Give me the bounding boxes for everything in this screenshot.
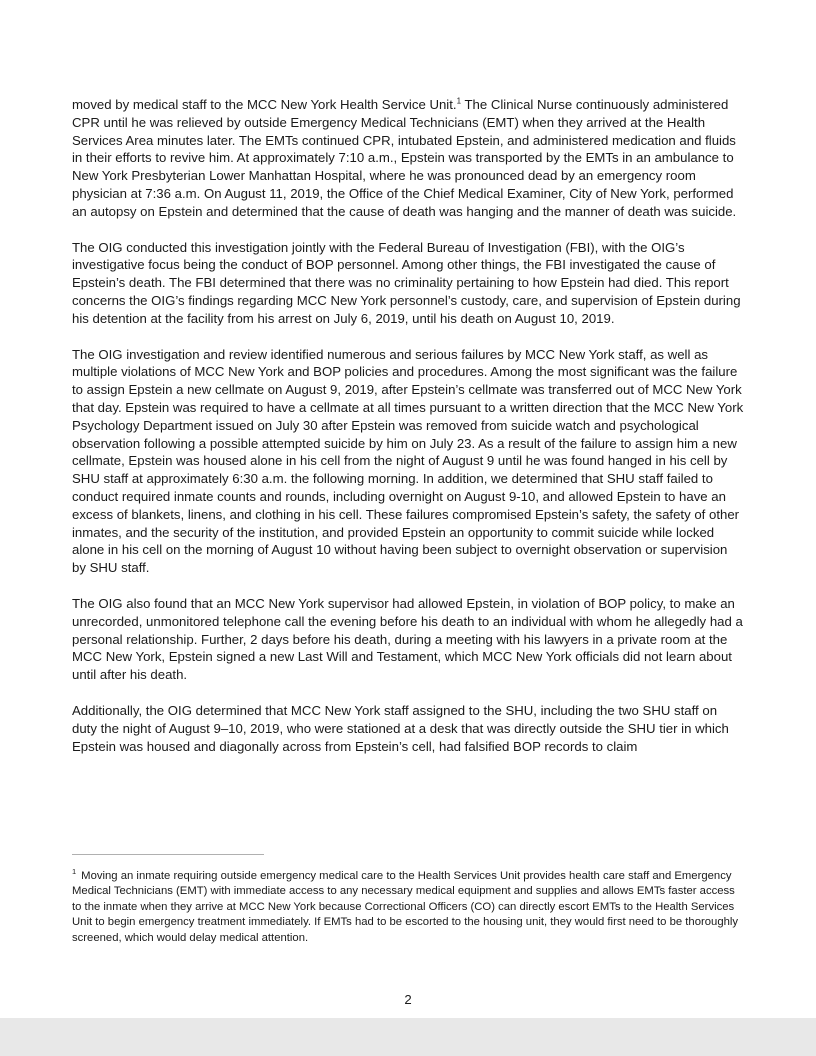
paragraph-1-text-end: The Clinical Nurse continuously administered CPR until he was relieved by outside Emergency Medical Technicians (EMT) when they arrived at the Health Services Area minutes later. The EMTs continued CPR, intubated Epstein, and administered medication and fluids in their efforts to revive him. At approximately 7:10 a.m., Epstein was transported by the EMTs in an ambulance to New York Presbyterian Lower Manhattan Hospital, where he was pronounced dead by an emergency room physician at 7:36 a.m. On August 11, 2019, the Office of the Chief Medical Examiner, City of New York, performed an autopsy on Epstein and determined that the cause of death was hanging and the manner of death was suicide. [72,97,737,219]
footnote [72,869,744,946]
viewer-background [0,1018,816,1056]
footnote-divider [72,854,264,855]
paragraph-2: The OIG conducted this investigation jointly with the Federal Bureau of Investigation (FBI), with the OIG’s investigative focus being the conduct of BOP personnel. Among other things, the FBI investigated the cause of Epstein’s death. The FBI determined that there was no criminality pertaining to how Epstein had died. This report concerns the OIG’s findings regarding MCC New York personnel’s custody, care, and supervision of Epstein during his detention at the facility from his arrest on July 6, 2019, until his death on August 10, 2019. [72,239,741,326]
paragraph-1 [72,96,744,221]
paragraph-5: Additionally, the OIG determined that MCC New York staff assigned to the SHU, including the two SHU staff on duty the night of August 9–10, 2019, who were stationed at a desk that was directly outside the SHU tier in which Epstein was housed and diagonally across from Epstein’s cell, had falsified BOP records to claim [72,702,729,754]
paragraph-1-text-start: moved by medical staff to the MCC New York Health Service Unit. [72,97,457,112]
footnote-number: 1 [72,867,77,877]
footnote-reference[interactable]: 1 [456,96,462,106]
body-text [72,96,744,773]
page-number: 2 [404,992,412,1007]
paragraph-3: The OIG investigation and review identified numerous and serious failures by MCC New York staff, as well as multiple violations of MCC New York and BOP policies and procedures. Among the most significant was the failure to assign Epstein a new cellmate on August 9, 2019, after Epstein’s cellmate was transferred out of MCC New York that day. Epstein was required to have a cellmate at all times pursuant to a written direction that the MCC New York Psychology Department issued on July 30 after Epstein was removed from suicide watch and psychological observation following a possible attempted suicide by him on July 23. As a result of the failure to assign him a new cellmate, Epstein was housed alone in his cell from the night of August 9 until he was found hanged in his cell by SHU staff at approximately 6:30 a.m. the following morning. In addition, we determined that SHU staff failed to conduct required inmate counts and rounds, including overnight on August 9-10, and allowed Epstein to have an excess of blankets, linens, and clothing in his cell. These failures compromised Epstein’s safety, the safety of other inmates, and the security of the institution, and provided Epstein an opportunity to commit suicide while locked alone in his cell on the morning of August 10 without having been subject to overnight observation or supervision by SHU staff. [72,346,744,576]
paragraph-4: The OIG also found that an MCC New York supervisor had allowed Epstein, in violation of BOP policy, to make an unrecorded, unmonitored telephone call the evening before his death to an individual with whom he allegedly had a personal relationship. Further, 2 days before his death, during a meeting with his lawyers in a private room at the MCC New York, Epstein signed a new Last Will and Testament, which MCC New York officials did not learn about until after his death. [72,595,743,683]
footnote-text: Moving an inmate requiring outside emergency medical care to the Health Services Unit provides health care staff and Emergency Medical Technicians (EMT) with immediate access to any necessary medical equipment and supplies and allows EMTs faster access to the inmate when they arrive at MCC New York because Correctional Officers (CO) can directly escort EMTs to the Health Services Unit to begin emergency treatment immediately. If EMTs had to be escorted to the housing unit, they would first need to be thoroughly screened, which would delay medical attention. [72,870,739,944]
